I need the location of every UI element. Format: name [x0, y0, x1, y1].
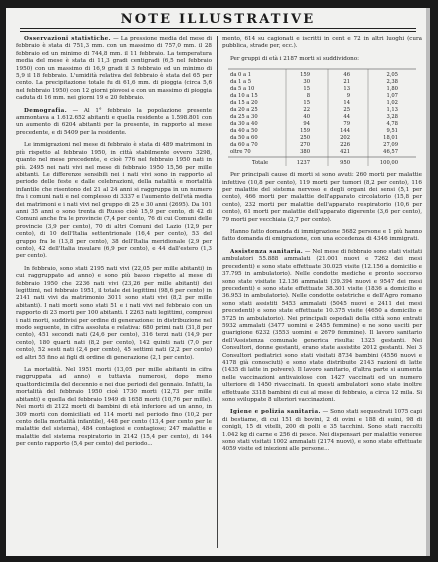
paragraph-causes: Per principali cause di morti si sono avuti: 260 morti per malattie infettive (10,8 per cento), 119 morti per tumori (8,2 per cento), 116 per malattie del sistema nervoso e degli organi dei sensi (5,1 per cento), 466 morti per malattie dell'apparato circolatorio (15,8 per cento), 232 morti per malattie dell'apparato respiratorio (10,6 per cento), 61 morti per malattie dell'apparato digerente (3,6 per cento), 79 morti per vecchiaia (2,7 per cento). — [222, 172, 422, 223]
table-cell-males: 250 — [300, 135, 310, 142]
age-mortality-table — [228, 68, 416, 166]
table-cell-total: 3,28 — [386, 114, 398, 121]
table-total-males: 1237 — [296, 160, 310, 167]
paragraph-births: In febbraio, sono stati 2195 nati vivi (22,05 per mille abitanti) in cui raggruppato ad anno) e sono più basso rispetto al mese di febbraio 1950 che 2236 nati vivi (23,26 per mille abitanti) dei legittimi, nel febbraio 1951, il totale dei legittimi (98,6 per cento) in 2141 nati vivi da matrimonio 3011 sono stati vivi (8,2 per mille abitanti). I nati morti sono stati 51 e i nati vivi nel febbraio con un rapporto di 23 morti per 100 abitanti. I 2263 nati legittimi, compresi i nati morti, suddivisi per ordine di generazione: in distribuzione nel modo seguente, in cifra assoluta e relativa: 680 primi nati (31,8 per cento), 451 secondi nati (24,6 per cento), 316 terzi nati (14,9 per cento), 180 quarti nati (8,2 per cento), 142 quinti nati (7,0 per cento), 52 sesti nati (2,4 per cento), 45 settimi nati (2,2 per cento) ed altri 55 fino ai figli di ordine di generazione (2,1 per cento). — [16, 265, 212, 361]
header-rule-thin — [20, 31, 416, 32]
table-cell-males: 8 — [306, 93, 310, 100]
paragraph-statistics — [16, 36, 212, 103]
column-divider — [217, 36, 218, 548]
table-cell-total: 9,51 — [386, 128, 398, 135]
paragraph-text: — Sono stati sequestrati 1075 capi di bestiame, di cui 151 di bovini, 2 di ovini e 188 di suini, 98 di conigli, 15 di vitelli, 200 di polli e 35 tacchini. Sono stati raccolti 1.042 kg di carne e 256 di pesce. Nei dispensari per malattie veneree sono stati visitati 1002 ammalati (2174 nuovi), e sono state effettuate 4059 visite ed iniezioni alle persone... — [222, 409, 422, 453]
table-cell-age: da 40 a 50 — [230, 128, 258, 135]
table-cell-females: 13 — [343, 86, 350, 93]
table-cell-total: 18,01 — [383, 135, 398, 142]
table-cell-total: 1,07 — [386, 93, 398, 100]
table-cell-total: 1,02 — [386, 100, 398, 107]
table-cell-total: 1,13 — [386, 107, 398, 114]
table-cell-total: 4,78 — [386, 121, 398, 128]
section-heading-demography: Demografia. — [24, 107, 68, 114]
table-cell-males: 159 — [300, 128, 310, 135]
table-cell-females: 144 — [340, 128, 350, 135]
table-cell-age: da 50 a 60 — [230, 135, 258, 142]
table-cell-age: da 5 a 10 — [230, 86, 255, 93]
paragraph-text: — Al 1° febbraio la popolazione presente ammontava a 1.612.652 abitanti e quella residente a 1.598.801 con un aumento di 6204 abitanti per la presente, in rapporto al mese precedente, e di 5409 per la residente. — [16, 107, 212, 136]
table-cell-age: da 20 a 25 — [230, 107, 258, 114]
table-cell-age: da 1 a 5 — [230, 79, 252, 86]
table-cell-females: 44 — [343, 114, 350, 121]
table-cell-females: 226 — [340, 142, 350, 149]
section-heading-health: Assistenza sanitaria. — [230, 248, 304, 255]
table-cell-males: 15 — [303, 100, 310, 107]
paragraph-age-intro: Per gruppi di età i 2187 morti si suddividono: — [230, 55, 360, 62]
table-cell-males: 15 — [303, 86, 310, 93]
table-cell-age: da 0 a 1 — [230, 72, 252, 79]
table-cell-males: 30 — [303, 79, 310, 86]
section-heading-hygiene: Igiene e polizia sanitaria. — [230, 409, 321, 416]
paragraph-demography — [16, 108, 212, 138]
right-column — [222, 36, 422, 459]
table-total-total: 100,00 — [379, 160, 398, 167]
table-cell-age: da 30 a 40 — [230, 121, 258, 128]
table-cell-age: da 10 a 15 — [230, 93, 258, 100]
table-cell-total: 1,80 — [386, 86, 398, 93]
paragraph-hygiene — [222, 409, 422, 453]
table-cell-age: da 25 a 30 — [230, 114, 258, 121]
page-header: NOTE ILLUSTRATIVE — [120, 12, 316, 27]
table-cell-total: 2,05 — [386, 72, 398, 79]
page-edge-shadow — [426, 8, 430, 556]
paragraph-immigration: Hanno fatto domanda di immigrazione 5682 persone e 1 più hanno fatto domanda di emigrazione, con una eccedenza di 4346 immigrati. — [222, 229, 422, 243]
table-cell-females: 202 — [340, 135, 350, 142]
table-cell-age: da 15 a 20 — [230, 100, 258, 107]
table-cell-females: 25 — [343, 107, 350, 114]
paragraph-continued: mento, 614 su cagionati e iscritti in cent e 72 in altri luoghi (cura pubblica, strade per, ecc.). — [222, 36, 422, 50]
paragraph-text: — Nel mese di febbraio sono stati visitati ambulatori 55.888 ammalati (21.001 nuovi e 7262 dei mesi precedenti) e sono state effettuate 30.025 visite (12.156 a domicilio e 37.795 in ambulatorio). Nelle condotte mediche e pronto soccorso sono state visitate 12.136 ammalati (39.394 nuovi e 9547 dei mesi precedenti) e sono state effettuate 38.301 visite (1836 a domicilio e 36.953 in ambulatorio). Nelle condotte ostetriche e dell'Agro romano sono stati assistiti 5453 ammalati (5045 nuovi e 2411 dei mesi precedenti) e sono state effettuate 10.375 visite (4650 a domicilio e 5725 in ambulatorio). Nei principali ospedali della città sono entrati 5932 ammalati (3477 uomini e 2455 femmine) e ne sono usciti per guarigione 6232 (3553 uomini e 2679 femmine). Il lavoro sanitario dell'Assistenza comunale generica risulta: 1323 gestanti. Nei Consultori, donne gestanti, erano state assistite 2012 gestanti. Nei 3 Consultori pediatrici sono stati visitati 8734 bambini (4556 nuovi e 4178 già conosciuti) e sono state distribuite 2143 razioni di latte (1435 di latte in polvere). Il lavoro sanitario, d'altra parte si aumenta nelle vaccinazioni antivaiolose con 1427 vaccinati ed un numero ulteriore di 1450 rivaccinati. In questi ambulatori sono state inoltre effettuate 3318 bambini di cui al mese di febbraio, a circa 12 mila. Si sono sviluppate 8 ulteriori vaccinazioni. — [222, 248, 422, 403]
table-total-label: Totale — [252, 160, 269, 167]
table-cell-age: oltre 70 — [230, 149, 251, 156]
paragraph-marriages: Le immigrazioni nel mese di febbraio è stata di 489 matrimoni in più rispetto al febbraio 1950, in città stabilmente ovvero 3298, quanto nel mese precedente, e cioè 776 nel febbraio 1950 nati in più. 2495 nei nati vivi nel mese di febbraio 1950 15,56 per mille abitanti. Le differenze sensibili nei i nati vivi sono in rapporto al periodo delle feste e dalle celebrazioni, della natalità e mortalità infantile che risentono del 21 al 24 anni si raggruppa in un numero fra i comuni nati e nel complesso di 3337 e l'aumento dell'età media dei matrimoni e i nati vivi nel gruppo di 25 e 30 anni (2695). Da 101 anni 35 anni o sono trenta di Russo cioè 15,9 per cento, di 42 di Comuni anche fra le provincie (7,4 per cento, 76 di cui Comuni delle provincie (3,9 per cento), 70 di altri Comuni del Lazio (12,9 per cento), di 10 dell'Italia settentrionale (16,4 per cento), 53 del gruppo fra le (13,8 per cento), 38 dell'Italia meridionale (2,9 per cento), 42 dell'Italia insulare (6,9 per cento), e 44 dall'estero (1,3 per cento). — [16, 142, 212, 260]
table-cell-males: 380 — [300, 149, 310, 156]
table-total-females: 950 — [340, 160, 350, 167]
table-cell-females: 79 — [343, 121, 350, 128]
table-cell-males: 94 — [303, 121, 310, 128]
table-cell-males: 22 — [303, 107, 310, 114]
table-cell-females: 46 — [343, 72, 350, 79]
table-cell-total: 27,09 — [383, 142, 398, 149]
table-cell-females: 421 — [340, 149, 350, 156]
section-heading-statistics: Osservazioni statistiche. — [24, 36, 111, 42]
age-table-graphic — [228, 68, 416, 166]
paragraph-health-assistance — [222, 249, 422, 405]
table-cell-males: 270 — [300, 142, 310, 149]
paragraph-mortality: La mortalità. Nel 1951 morti (13,05 per mille abitanti in cifra raggruppata ad anno) e tuttavia numerosi, dopo meno quattordicimila del decennio e nei due periodi del gennaio. Infatti, la mortalità del febbraio 1950 cioè 1730 morti (12,73 per mille abitanti) e quella del febbraio 1949 di 1658 morti (10,76 per mille). Nei morti di 2122 morti di bambini di età inferiore ad un anno, in 309 morti con domiciliati ed 114 morti nel periodo fino (10,2 per cento della mortalità infantile), 448 per cento (13,4 per cento per le malattie del sistema), 484 contagiosi e contagiose; 247 malattie e malattie del sistema respiratorio in 2142 (15,4 per cento), di 144 per cento rapporto (5,4 per cento) del periodo... — [16, 367, 212, 448]
table-cell-total: 2,38 — [386, 79, 398, 86]
table-cell-males: 40 — [303, 114, 310, 121]
table-cell-females: 21 — [343, 79, 350, 86]
table-cell-age: da 60 a 70 — [230, 142, 258, 149]
table-cell-females: 9 — [346, 93, 350, 100]
left-column — [16, 36, 212, 454]
table-cell-males: 159 — [300, 72, 310, 79]
paragraph-text: — La pressione media del mese di febbraio è stata di 751,3 mm. con un massimo di 757,0 mm. il 28 febbraio ed un minimo di 744,8 mm. il 11 febbraio. La temperatura media del mese è stata di 11,3 gradi centigradi (6,5 nel febbraio 1950) con un massimo di 16,9 gradi il 3 febbraio ed un minimo di 5,9 il 18 febbraio. L'umidità relativa del febbraio è stata del 65 per cento. La precipitazione totale fu di 61,6 mm. di pioggia (circa 5,6 nel febbraio 1950) con 12 giorni piovosi e con un massimo di pioggia caduta di 16 mm. nei giorni 19 e 20 febbraio. — [16, 36, 212, 102]
table-cell-total: 46,57 — [383, 149, 398, 156]
document-page — [6, 8, 430, 556]
table-cell-females: 14 — [343, 100, 350, 107]
header-rule — [20, 28, 416, 29]
